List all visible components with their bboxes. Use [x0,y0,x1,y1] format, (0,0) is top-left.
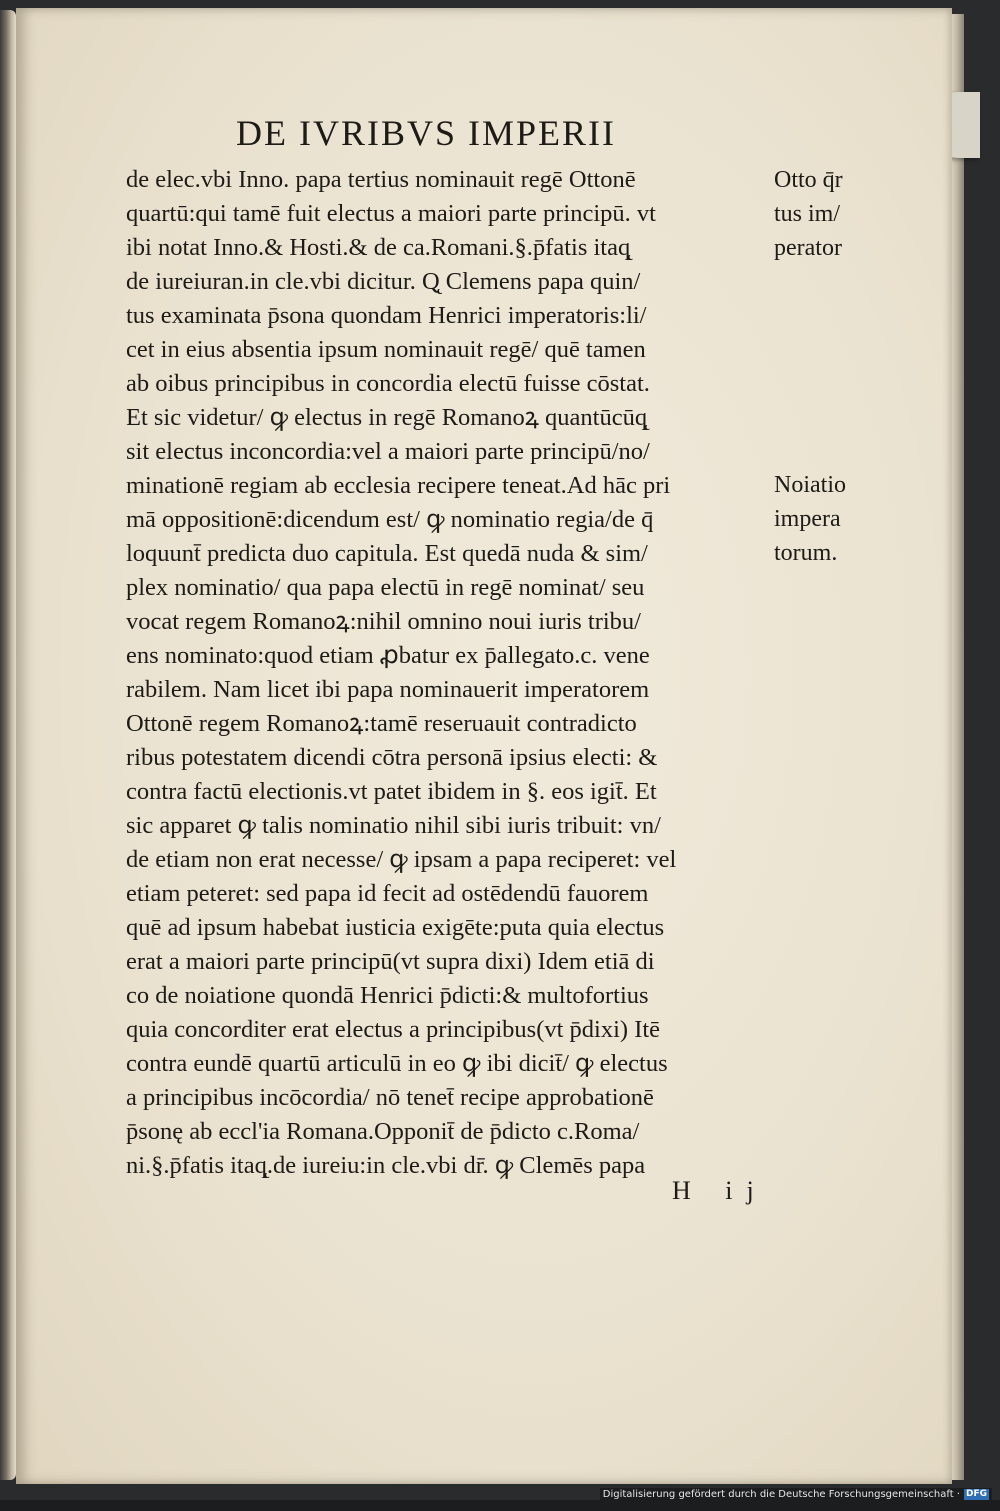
text-line: de iureiuran.in cle.vbi dicitur. Q̨ Clemens papa quin/ [126,268,641,295]
text-line: co de noiatione quondā Henrici p̄dicti:& multofortius [126,982,649,1009]
text-line: ni.§.p̄fatis itaq̨.de iureiu:in cle.vbi dr̄. ꝙ Clemēs papa [126,1152,646,1179]
text-line: plex nominatio/ qua papa electū in regē nominat/ seu [126,574,645,601]
text-line: sit electus inconcordia:vel a maiori parte principū/no/ [126,438,650,465]
text-line: ribus potestatem dicendi cōtra personā ipsius electi: & [126,744,658,771]
text-line: rabilem. Nam licet ibi papa nominauerit imperatorem [126,676,650,703]
marginal-note-line: impera [774,506,841,532]
text-line: Ottonē regem Romanoꝝ:tamē reseruauit contradicto [126,710,637,737]
marginal-note-line: perator [774,235,842,261]
text-line: minationē regiam ab ecclesia recipere teneat.Ad hāc pri [126,472,671,499]
text-line: vocat regem Romanoꝝ:nihil omnino noui iuris tribu/ [126,608,641,635]
body-text-block [126,163,786,1183]
text-line: etiam peteret: sed papa id fecit ad ostēdendū fauorem [126,880,649,907]
text-line: ens nominato:quod etiam ꝓbatur ex p̄allegato.c. vene [126,642,650,669]
text-line: ab oibus principibus in concordia electū fuisse cōstat. [126,370,650,397]
text-line: contra factū electionis.vt patet ibidem in §. eos igit̄. Et [126,778,657,805]
signature-mark: H ij [672,1176,768,1205]
text-line: sic apparet ꝙ talis nominatio nihil sibi iuris tribuit: vn/ [126,812,661,839]
footer-credit-text: Digitalisierung gefördert durch die Deutsche Forschungsgemeinschaft · [602,1489,960,1500]
text-line: erat a maiori parte principū(vt supra dixi) Idem etiā di [126,948,655,975]
text-line: de elec.vbi Inno. papa tertius nominauit regē Ottonē [126,166,636,193]
text-line: mā oppositionē:dicendum est/ ꝙ nominatio regia/de q̄ [126,506,654,533]
text-line: p̄sonę ab eccl'ia Romana.Opponit̄ de p̄dicto c.Roma/ [126,1118,640,1145]
text-line: ibi notat Inno.& Hosti.& de ca.Romani.§.p̄fatis itaq̨ [126,234,631,261]
text-line: quartū:qui tamē fuit electus a maiori parte principū. vt [126,200,656,227]
marginal-note-line: Noiatio [774,472,846,498]
marginal-note-line: tus im/ [774,201,841,227]
text-line: tus examinata p̄sona quondam Henrici imperatoris:li/ [126,302,647,329]
text-line: loquunt̄ predicta duo capitula. Est quedā nuda & sim/ [126,540,648,567]
dfg-logo: DFG [965,1489,987,1499]
footer-credit [600,1488,992,1501]
marginal-note-otto [774,163,894,265]
marginal-note-line: Otto q̄r [774,167,843,193]
text-line: Et sic videtur/ ꝙ electus in regē Romanoꝝ quantūcūq̨ [126,404,648,431]
text-line: quia concorditer erat electus a principibus(vt p̄dixi) Itē [126,1016,661,1043]
text-line: a principibus incōcordia/ nō tenet̄ recipe approbationē [126,1084,654,1111]
text-line: de etiam non erat necesse/ ꝙ ipsam a papa reciperet: vel [126,846,677,873]
footer-bar [0,1500,1000,1511]
running-head: DE IVRIBVS IMPERII [236,113,617,153]
page-fore-edge [952,14,964,1480]
text-line: quē ad ipsum habebat iusticia exigēte:puta quia electus [126,914,665,941]
left-page-edge [0,10,16,1480]
text-line: cet in eius absentia ipsum nominauit regē/ quē tamen [126,336,646,363]
marginal-note-nominatio [774,468,894,570]
marginal-note-line: torum. [774,540,838,566]
text-line: contra eundē quartū articulū in eo ꝙ ibi dicit̄/ ꝙ electus [126,1050,668,1077]
